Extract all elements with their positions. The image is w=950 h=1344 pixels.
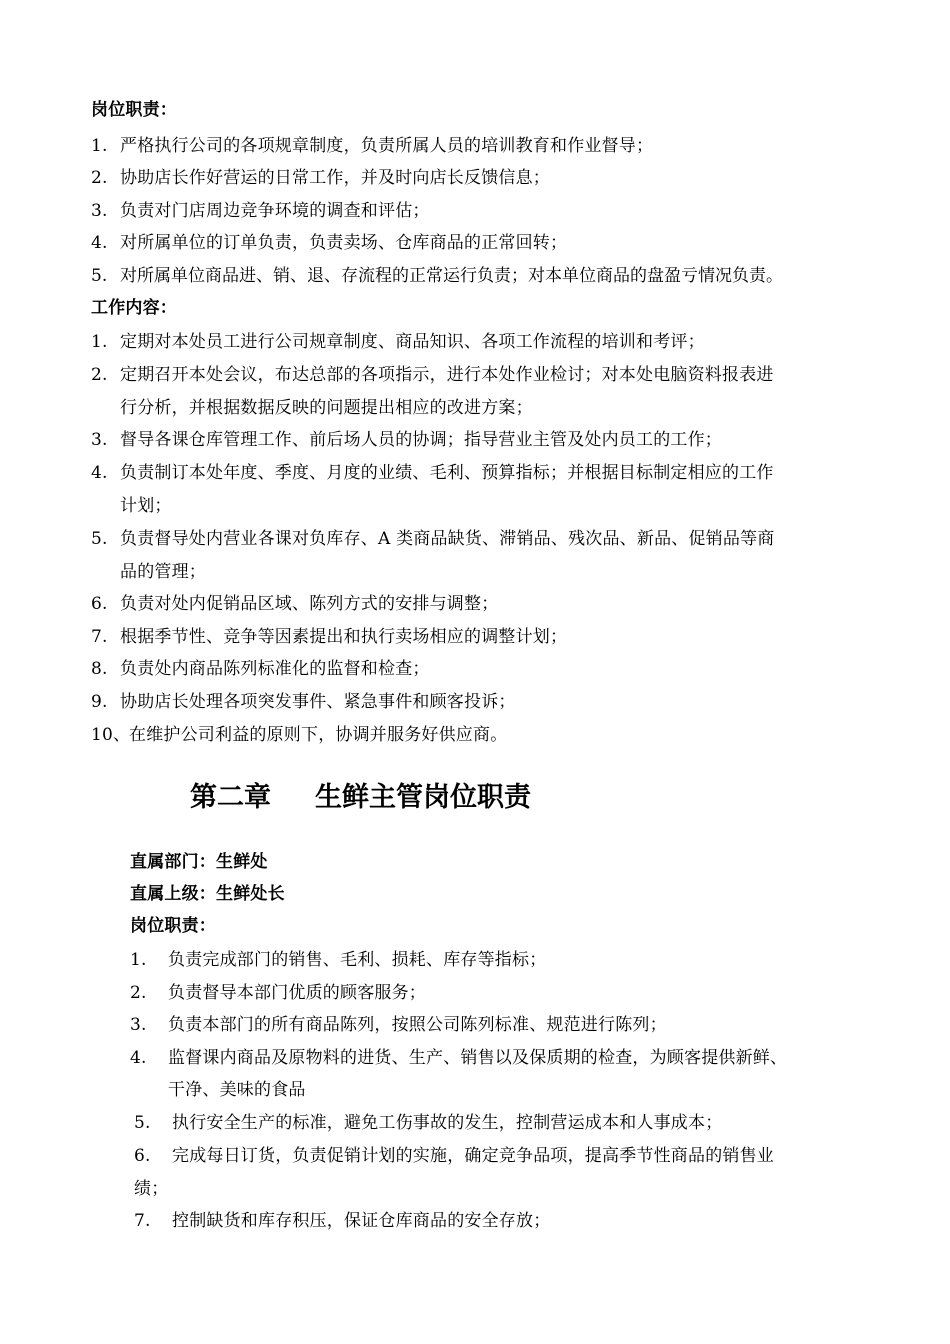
list-item <box>91 428 722 452</box>
list-text: 定期召开本处会议，布达总部的各项指示，进行本处作业检讨；对本处电脑资料报表进 <box>120 365 774 385</box>
list-item <box>91 625 567 649</box>
chapter-title: 生鲜主管岗位职责 <box>315 782 531 813</box>
list-item <box>91 199 430 223</box>
list-text: 对所属单位的订单负责，负责卖场、仓库商品的正常回转； <box>120 233 568 253</box>
section2-duties-heading: 岗位职责： <box>130 916 216 936</box>
list-item <box>91 264 783 288</box>
list-text: 对所属单位商品进、销、退、存流程的正常运行负责；对本单位商品的盘盈亏情况负责。 <box>120 266 783 286</box>
superior-line: 直属上级：生鲜处长 <box>130 884 285 904</box>
chapter-number: 第二章 <box>190 782 271 813</box>
section1-work-heading: 工作内容： <box>91 298 177 318</box>
department-line: 直属部门：生鲜处 <box>130 852 268 872</box>
list-text: 根据季节性、竞争等因素提出和执行卖场相应的调整计划； <box>120 627 568 647</box>
list-text-continued: 绩； <box>134 1179 169 1199</box>
list-item <box>134 1209 550 1233</box>
list-item <box>130 1046 787 1070</box>
list-item <box>130 981 426 1005</box>
chapter-heading <box>190 780 531 816</box>
list-number: 5. <box>91 529 108 549</box>
list-text: 督导各课仓库管理工作、前后场人员的协调；指导营业主管及处内员工的工作； <box>120 430 722 450</box>
list-number: 6. <box>134 1146 151 1166</box>
list-text: 控制缺货和库存积压，保证仓库商品的安全存放； <box>172 1211 551 1231</box>
list-number: 5. <box>91 266 108 286</box>
list-text-continued: 计划； <box>120 496 172 516</box>
list-text: 负责对处内促销品区域、陈列方式的安排与调整； <box>120 594 499 614</box>
list-item <box>91 690 516 714</box>
list-text: 负责制订本处年度、季度、月度的业绩、毛利、预算指标；并根据目标制定相应的工作 <box>120 463 774 483</box>
list-text: 定期对本处员工进行公司规章制度、商品知识、各项工作流程的培训和考评； <box>120 332 705 352</box>
list-item <box>91 363 774 387</box>
list-number: 7. <box>91 627 108 647</box>
list-item <box>91 231 567 255</box>
list-text: 负责本部门的所有商品陈列，按照公司陈列标准、规范进行陈列； <box>168 1015 667 1035</box>
list-number: 3. <box>91 201 108 221</box>
list-text-continued: 行分析，并根据数据反映的问题提出相应的改进方案； <box>120 398 533 418</box>
list-text: 负责对门店周边竞争环境的调查和评估； <box>120 201 430 221</box>
list-text-continued: 干净、美味的食品 <box>168 1080 306 1100</box>
list-text: 协助店长作好营运的日常工作，并及时向店长反馈信息； <box>120 168 550 188</box>
list-item <box>91 134 653 158</box>
list-text: 负责督导本部门优质的顾客服务； <box>168 983 426 1003</box>
list-number: 4. <box>91 233 108 253</box>
list-item <box>91 461 774 485</box>
list-text: 负责处内商品陈列标准化的监督和检查； <box>120 659 430 679</box>
list-number: 7. <box>134 1211 151 1231</box>
list-item <box>134 1144 774 1168</box>
list-number: 2. <box>91 365 108 385</box>
list-text: 完成每日订货，负责促销计划的实施，确定竞争品项，提高季节性商品的销售业 <box>172 1146 774 1166</box>
list-text: 协助店长处理各项突发事件、紧急事件和顾客投诉； <box>120 692 516 712</box>
list-number: 1. <box>91 332 108 352</box>
list-text: 执行安全生产的标准，避免工伤事故的发生，控制营运成本和人事成本； <box>172 1113 723 1133</box>
list-number: 3. <box>130 1015 147 1035</box>
list-number: 6. <box>91 594 108 614</box>
list-item <box>91 723 507 747</box>
list-item <box>130 1013 667 1037</box>
list-number: 4. <box>130 1048 147 1068</box>
list-item <box>130 948 546 972</box>
list-number: 4. <box>91 463 108 483</box>
list-number: 3. <box>91 430 108 450</box>
list-text: 在维护公司利益的原则下，协调并服务好供应商。 <box>129 725 508 745</box>
list-number: 1. <box>130 950 147 970</box>
list-text: 监督课内商品及原物料的进货、生产、销售以及保质期的检查，为顾客提供新鲜、 <box>168 1048 788 1068</box>
list-text: 负责督导处内营业各课对负库存、A 类商品缺货、滞销品、残次品、新品、促销品等商 <box>120 529 775 549</box>
list-text: 负责完成部门的销售、毛利、损耗、库存等指标； <box>168 950 547 970</box>
section1-duties-heading: 岗位职责： <box>91 100 177 120</box>
list-item <box>134 1111 722 1135</box>
list-text: 严格执行公司的各项规章制度，负责所属人员的培训教育和作业督导； <box>120 136 654 156</box>
list-number: 5. <box>134 1113 151 1133</box>
list-number: 8. <box>91 659 108 679</box>
list-item <box>91 592 498 616</box>
list-number: 9. <box>91 692 108 712</box>
list-item <box>91 527 774 551</box>
list-item <box>91 166 550 190</box>
list-number: 1. <box>91 136 108 156</box>
list-number: 2. <box>130 983 147 1003</box>
list-item <box>91 657 430 681</box>
list-text-continued: 品的管理； <box>120 562 206 582</box>
list-number: 10、 <box>91 725 131 745</box>
list-item <box>91 330 705 354</box>
list-number: 2. <box>91 168 108 188</box>
